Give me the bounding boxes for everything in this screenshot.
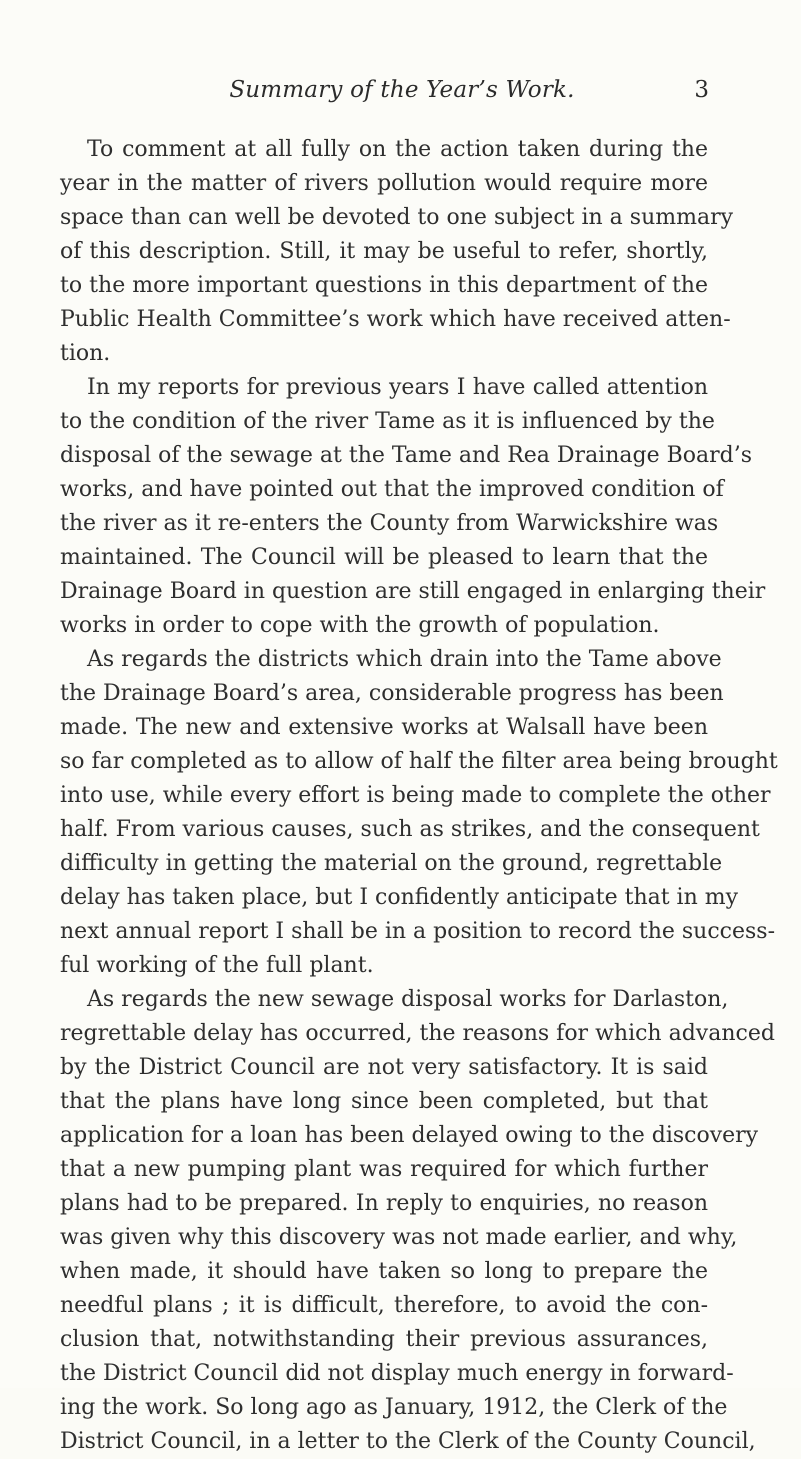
text-line: In my reports for previous years I have called attention xyxy=(87,375,708,400)
text-line: District Council, in a letter to the Clerk of the County Council, xyxy=(60,1429,756,1454)
text-line: that a new pumping plant was required for which further xyxy=(60,1157,708,1182)
page-number: 3 xyxy=(694,77,709,103)
text-line: difficulty in getting the material on the ground, regrettable xyxy=(60,851,723,876)
text-line: so far completed as to allow of half the filter area being brought xyxy=(60,749,778,774)
text-line: that the plans have long since been completed, but that xyxy=(60,1089,708,1114)
text-line: to the more important questions in this department of the xyxy=(60,273,708,298)
body-text xyxy=(60,133,778,1454)
text-line: the District Council did not display much energy in forward- xyxy=(60,1361,734,1386)
text-line: next annual report I shall be in a position to record the success- xyxy=(60,919,776,944)
text-line: tion. xyxy=(60,341,111,366)
text-line: regrettable delay has occurred, the reasons for which advanced xyxy=(60,1021,775,1046)
text-line: made. The new and extensive works at Walsall have been xyxy=(60,715,708,740)
text-line: needful plans ; it is difficult, therefore, to avoid the con- xyxy=(60,1293,708,1318)
text-line: Public Health Committee’s work which have received atten- xyxy=(60,307,731,332)
text-line: ful working of the full plant. xyxy=(60,953,374,978)
text-line: disposal of the sewage at the Tame and Rea Drainage Board’s xyxy=(60,443,753,468)
text-line: works in order to cope with the growth of population. xyxy=(60,613,660,638)
text-line: by the District Council are not very satisfactory. It is said xyxy=(60,1055,708,1080)
text-line: To comment at all fully on the action taken during the xyxy=(87,137,708,162)
text-line: to the condition of the river Tame as it is influenced by the xyxy=(60,409,715,434)
text-line: of this description. Still, it may be useful to refer, shortly, xyxy=(60,239,708,264)
text-line: delay has taken place, but I confidently anticipate that in my xyxy=(60,885,739,910)
text-line: works, and have pointed out that the improved condition of xyxy=(60,477,724,502)
text-line: application for a loan has been delayed owing to the discovery xyxy=(60,1123,759,1148)
text-line: the river as it re-enters the County from Warwickshire was xyxy=(60,511,719,536)
text-line: ing the work. So long ago as January, 1912, the Clerk of the xyxy=(60,1395,728,1420)
text-line: was given why this discovery was not made earlier, and why, xyxy=(60,1225,738,1250)
text-line: Drainage Board in question are still engaged in enlarging their xyxy=(60,579,766,604)
text-line: half. From various causes, such as strikes, and the consequent xyxy=(60,817,760,842)
text-line: when made, it should have taken so long to prepare the xyxy=(60,1259,708,1284)
text-line: clusion that, notwithstanding their previous assurances, xyxy=(60,1327,708,1352)
text-line: As regards the districts which drain into the Tame above xyxy=(87,647,722,672)
text-line: plans had to be prepared. In reply to enquiries, no reason xyxy=(60,1191,708,1216)
text-line: the Drainage Board’s area, considerable progress has been xyxy=(60,681,724,706)
text-line: space than can well be devoted to one subject in a summary xyxy=(60,205,734,230)
text-line: As regards the new sewage disposal works for Darlaston, xyxy=(87,987,729,1012)
text-line: into use, while every effort is being made to complete the other xyxy=(60,783,771,808)
text-line: maintained. The Council will be pleased to learn that the xyxy=(60,545,708,570)
text-line: year in the matter of rivers pollution would require more xyxy=(60,171,708,196)
page-header xyxy=(95,74,709,114)
running-head: Summary of the Year’s Work. xyxy=(229,77,575,103)
